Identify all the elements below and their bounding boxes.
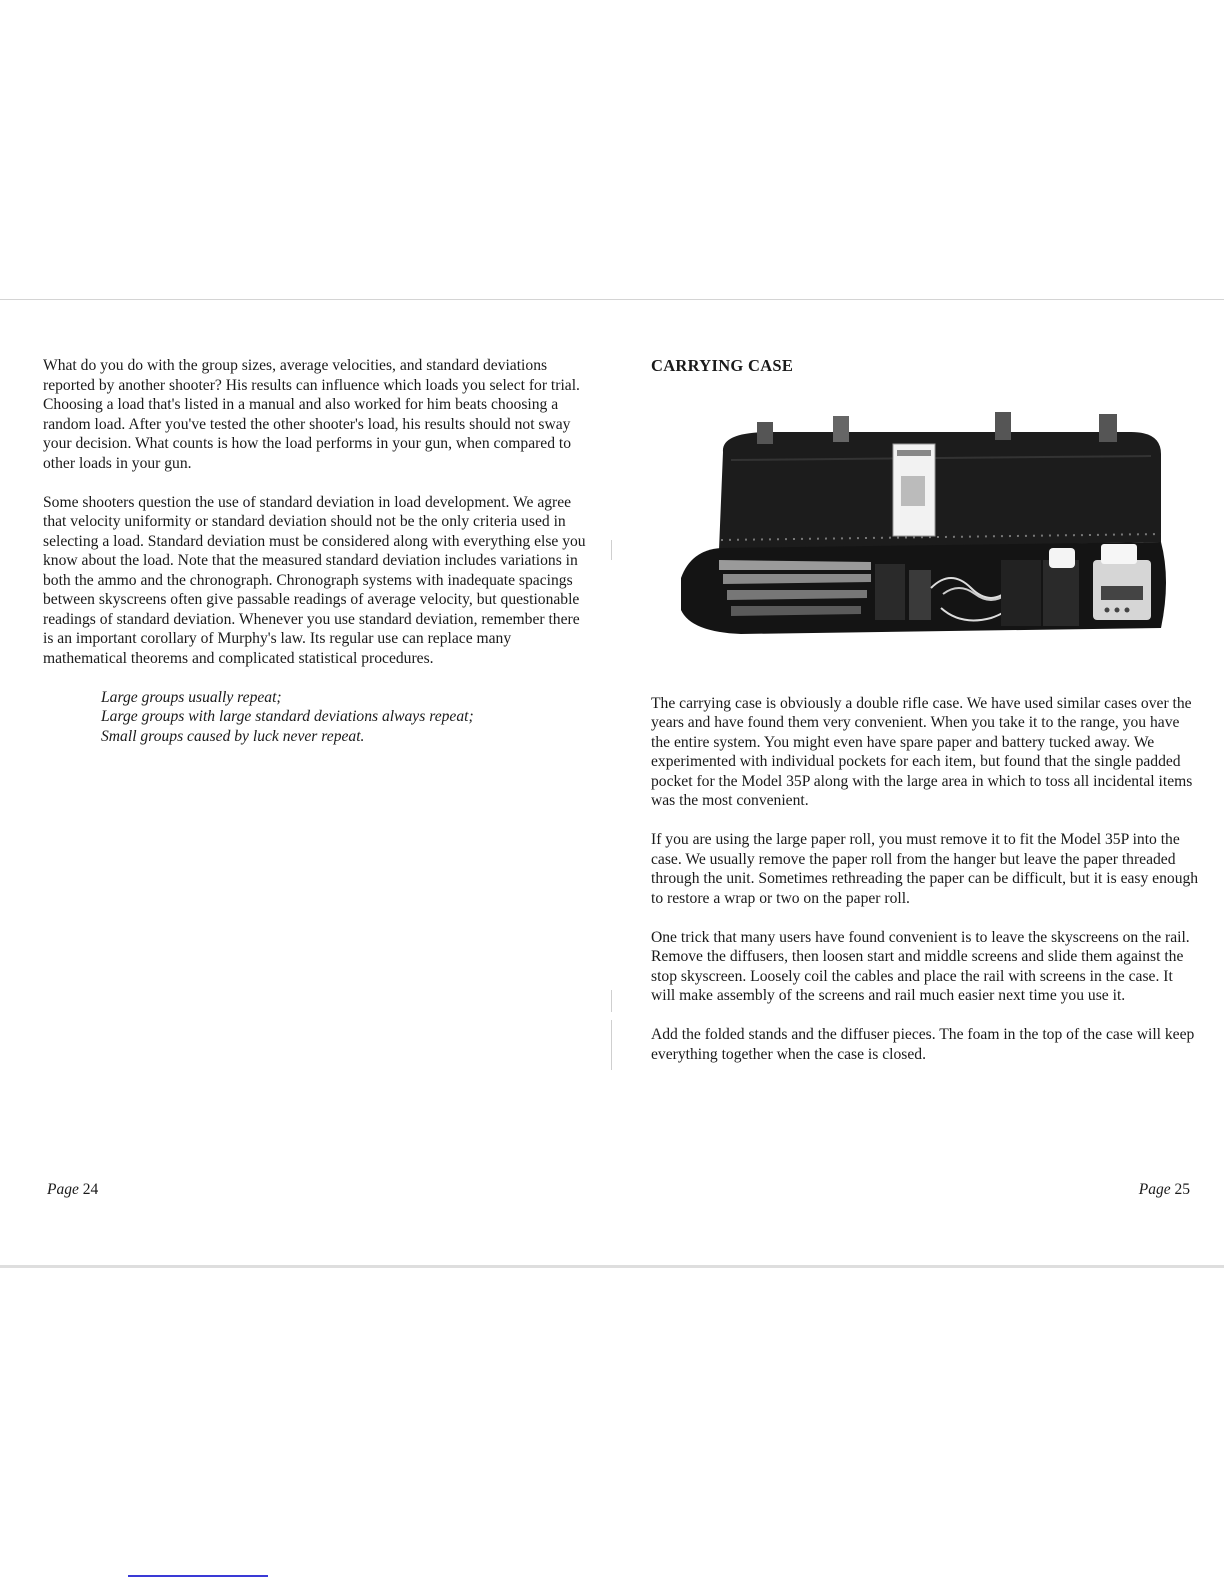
verse-line: Large groups with large standard deviations always repeat;: [101, 708, 474, 725]
verse-line: Large groups usually repeat;: [101, 688, 282, 706]
paragraph: The carrying case is obviously a double rifle case. We have used similar cases over the years and have found them very convenient. When you take it to the range, you have the entire system. You might even have spare paper and battery tucked away. We experimented with individual pockets for each item, but found that the single padded pocket for the Model 35P along with the large area in which to toss all incidental items was the most convenient.: [651, 694, 1193, 809]
link-underline: [128, 1575, 268, 1577]
paper-roll: [1049, 548, 1075, 568]
top-divider: [0, 299, 1224, 300]
carrying-case-photo: [661, 410, 1173, 648]
spine-mark: [611, 990, 612, 1012]
page-number-right: [1139, 1181, 1190, 1199]
left-page-body: [43, 356, 588, 746]
page-label: Page: [47, 1181, 79, 1198]
paragraph: Add the folded stands and the diffuser pieces. The foam in the top of the case will keep everything together when the case is closed.: [651, 1026, 1195, 1063]
foam-block: [1001, 560, 1041, 626]
latch: [995, 412, 1011, 440]
page-num: 24: [82, 1181, 99, 1198]
italic-verse: [101, 688, 588, 747]
latch: [1099, 414, 1117, 442]
paragraph: One trick that many users have found convenient is to leave the skyscreens on the rail. Remove the diffusers, then loosen start and middle screens and slide them against the stop skyscreen. Loosely coil the cables and place the rail with screens in the case. It will make assembly of the screens and rail much easier next time you use it.: [651, 928, 1190, 1004]
bottom-divider: [0, 1265, 1224, 1268]
paragraph: What do you do with the group sizes, average velocities, and standard deviations reported by another shooter? His results can influence which loads you select for trial. Choosing a load that's listed in a manual and also worked for him beats choosing a random load. After you've tested the other shooter's load, his results should not sway your decision. What counts is how the load performs in your gun, when compared to other loads in your gun.: [43, 357, 580, 472]
spine-mark: [611, 1020, 612, 1070]
latch: [833, 416, 849, 442]
page-number-left: [47, 1181, 98, 1199]
latch: [757, 422, 773, 444]
paragraph: Some shooters question the use of standard deviation in load development. We agree that velocity uniformity or standard deviation should not be the only criteria used in selecting a load. Standard deviation must be considered along with everything else you know about the load. Note that the measured standard deviation includes variations in both the ammo and the chronograph. Chronograph systems with inadequate spacings between skyscreens often give passable readings of average velocity, but questionable readings of standard deviation. Whenever you use standard deviation, remember there is an important corollary of Murphy's law. Its regular use can replace many mathematical theorems and complicated statistical procedures.: [43, 493, 586, 667]
section-heading: CARRYING CASE: [651, 356, 794, 375]
skyscreen: [875, 564, 905, 620]
paragraph: If you are using the large paper roll, you must remove it to fit the Model 35P into the case. We usually remove the paper roll from the hanger but leave the paper threaded through the unit. Sometimes rethreading the paper can be difficult, but it is easy enough to restore a wrap or two on the paper roll.: [651, 831, 1199, 907]
verse-line: Small groups caused by luck never repeat.: [101, 727, 365, 745]
case-lid: [719, 432, 1161, 550]
page-num: 25: [1174, 1181, 1190, 1198]
spine-mark: [611, 540, 612, 560]
page-label: Page: [1138, 1181, 1171, 1198]
